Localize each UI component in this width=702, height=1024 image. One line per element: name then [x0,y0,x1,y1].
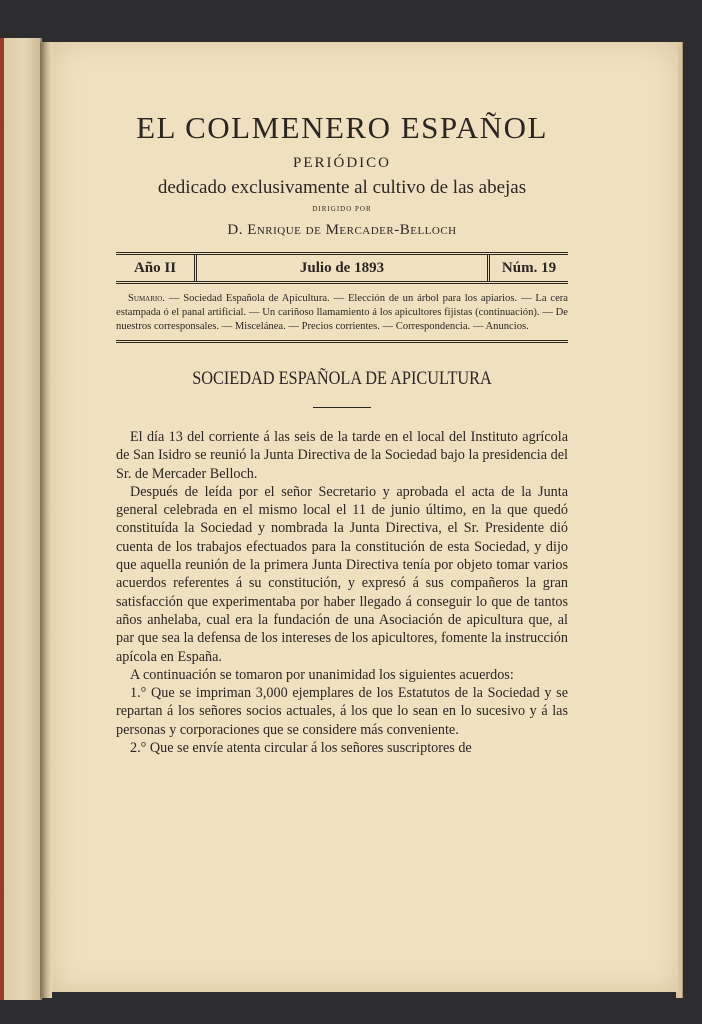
article-paragraph: Después de leída por el señor Secretario y aprobada el acta de la Junta general celebrada en el mismo local el 11 de junio último, en la que quedó constituída la Sociedad y nombrada la Junta Directiva, el Sr. Presidente dió cuenta de los trabajos efectuados para la constitución de esta Sociedad, y dijo que aquella reunión de la primera Junta Directiva tenía por objeto tomar varios acuerdos referentes á su constitución, y expresó á sus compañeros la gran satisfacción que experimentaba por haber llegado á conseguir lo que de tantos años anhelaba, cual era la fundación de una Asociación de apicultura que, al par que sea la defensa de los intereses de los apicultores, fomente la instrucción apícola en España. [116,483,568,665]
article-paragraph: El día 13 del corriente á las seis de la tarde en el local del Instituto agrícola de San Isidro se reunió la Junta Directiva de la Sociedad bajo la presidencia del Sr. de Mercader Belloch. [116,429,568,482]
newspaper-page [52,42,678,992]
left-page-edge [0,38,4,1000]
issue-date: Julio de 1893 [197,255,490,281]
masthead-director: D. Enrique de Mercader-Belloch [227,222,457,238]
masthead-directed-by: DIRIGIDO POR [312,205,372,213]
article-body [116,428,568,757]
article-paragraph: A continuación se tomaron por unanimidad los siguientes acuerdos: [130,666,514,683]
issue-info-bar [116,252,568,284]
page-content [116,110,568,757]
book-gutter [40,42,52,998]
masthead-subtitle: PERIÓDICO [292,155,391,171]
summary-divider [116,340,568,343]
issue-year: Año II [116,255,197,281]
summary-text: — Sociedad Española de Apicultura. — Elección de un árbol para los apiarios. — La cera estampada ó el panal artificial. — Un cariñoso llamamiento á los apicultores fijistas (continuación). — De nuestros corresponsales. — Miscelánea. — Precios corrientes. — Correspondencia. — Anuncios. [116,293,568,332]
article-paragraph: 1.° Que se impriman 3,000 ejemplares de los Estatutos de la Sociedad y se repartan á los señores socios actuales, á los que lo sean en lo sucesivo y á las personas y corporaciones que se considere más conveniente. [116,685,568,738]
issue-number: Núm. 19 [501,259,557,276]
summary [116,292,568,334]
title-divider [313,407,371,408]
article-title: SOCIEDAD ESPAÑOLA DE APICULTURA [192,369,492,389]
summary-label: Sumario. [128,293,165,304]
masthead-title: EL COLMENERO ESPAÑOL [136,110,548,145]
masthead-tagline: dedicado exclusivamente al cultivo de las abejas [157,177,527,198]
left-facing-page [0,38,42,1000]
article-paragraph: 2.° Que se envíe atenta circular á los señores suscriptores de [130,740,472,757]
